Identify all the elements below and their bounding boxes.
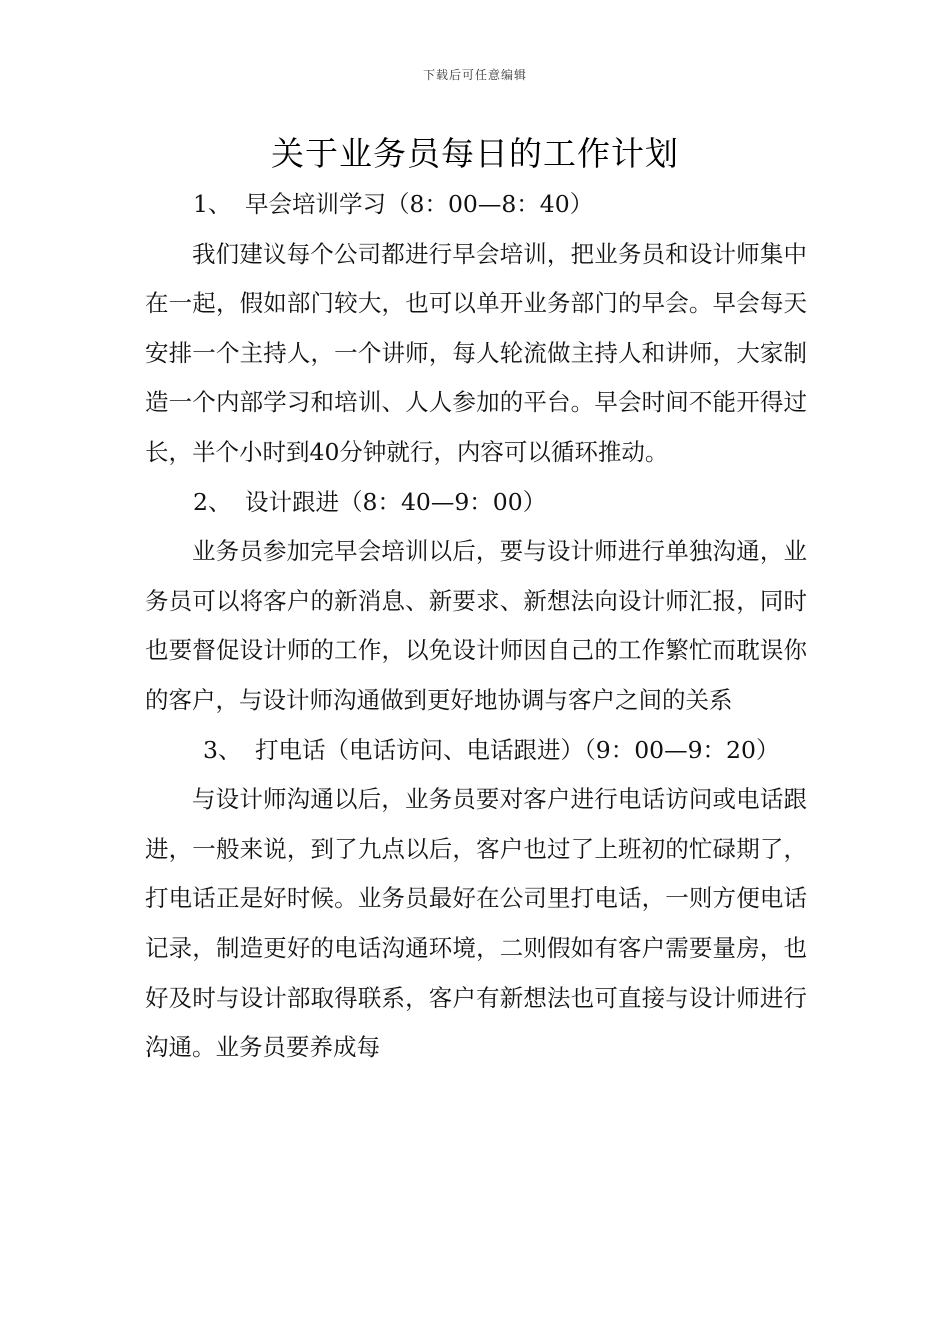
section-heading-3: [145, 726, 807, 776]
document-title: 关于业务员每日的工作计划: [271, 134, 679, 173]
section-heading-text: 早会培训学习（8：00—8：40）: [245, 190, 594, 218]
document-body: [145, 180, 807, 1073]
section-heading-2: [145, 478, 807, 528]
section-paragraph-2: 业务员参加完早会培训以后，要与设计师进行单独沟通，业务员可以将客户的新消息、新要求、新想法向设计师汇报，同时也要督促设计师的工作，以免设计师因自己的工作繁忙而耽误你的客户，与设计师沟通做到更好地协调与客户之间的关系: [145, 537, 807, 714]
section-number: 3、: [203, 735, 242, 764]
section-number: 2、: [193, 487, 232, 516]
section-paragraph-1: 我们建议每个公司都进行早会培训，把业务员和设计师集中在一起，假如部门较大，也可以单开业务部门的早会。早会每天安排一个主持人，一个讲师，每人轮流做主持人和讲师，大家制造一个内部学习和培训、人人参加的平台。早会时间不能开得过长，半个小时到40分钟就行，内容可以循环推动。: [145, 239, 807, 466]
section-heading-1: [145, 180, 807, 230]
header-note: 下载后可任意编辑: [422, 68, 527, 82]
section-heading-text: 打电话（电话访问、电话跟进）（9：00—9：20）: [255, 735, 780, 764]
section-heading-text: 设计跟进（8：40—9：00）: [245, 487, 547, 516]
section-number: 1、: [193, 190, 232, 218]
section-paragraph-3: 与设计师沟通以后，业务员要对客户进行电话访问或电话跟进，一般来说，到了九点以后，客户也过了上班初的忙碌期了，打电话正是好时候。业务员最好在公司里打电话，一则方便电话记录，制造更好的电话沟通环境，二则假如有客户需要量房，也好及时与设计部取得联系，客户有新想法也可直接与设计师进行沟通。业务员要养成每: [145, 785, 807, 1062]
